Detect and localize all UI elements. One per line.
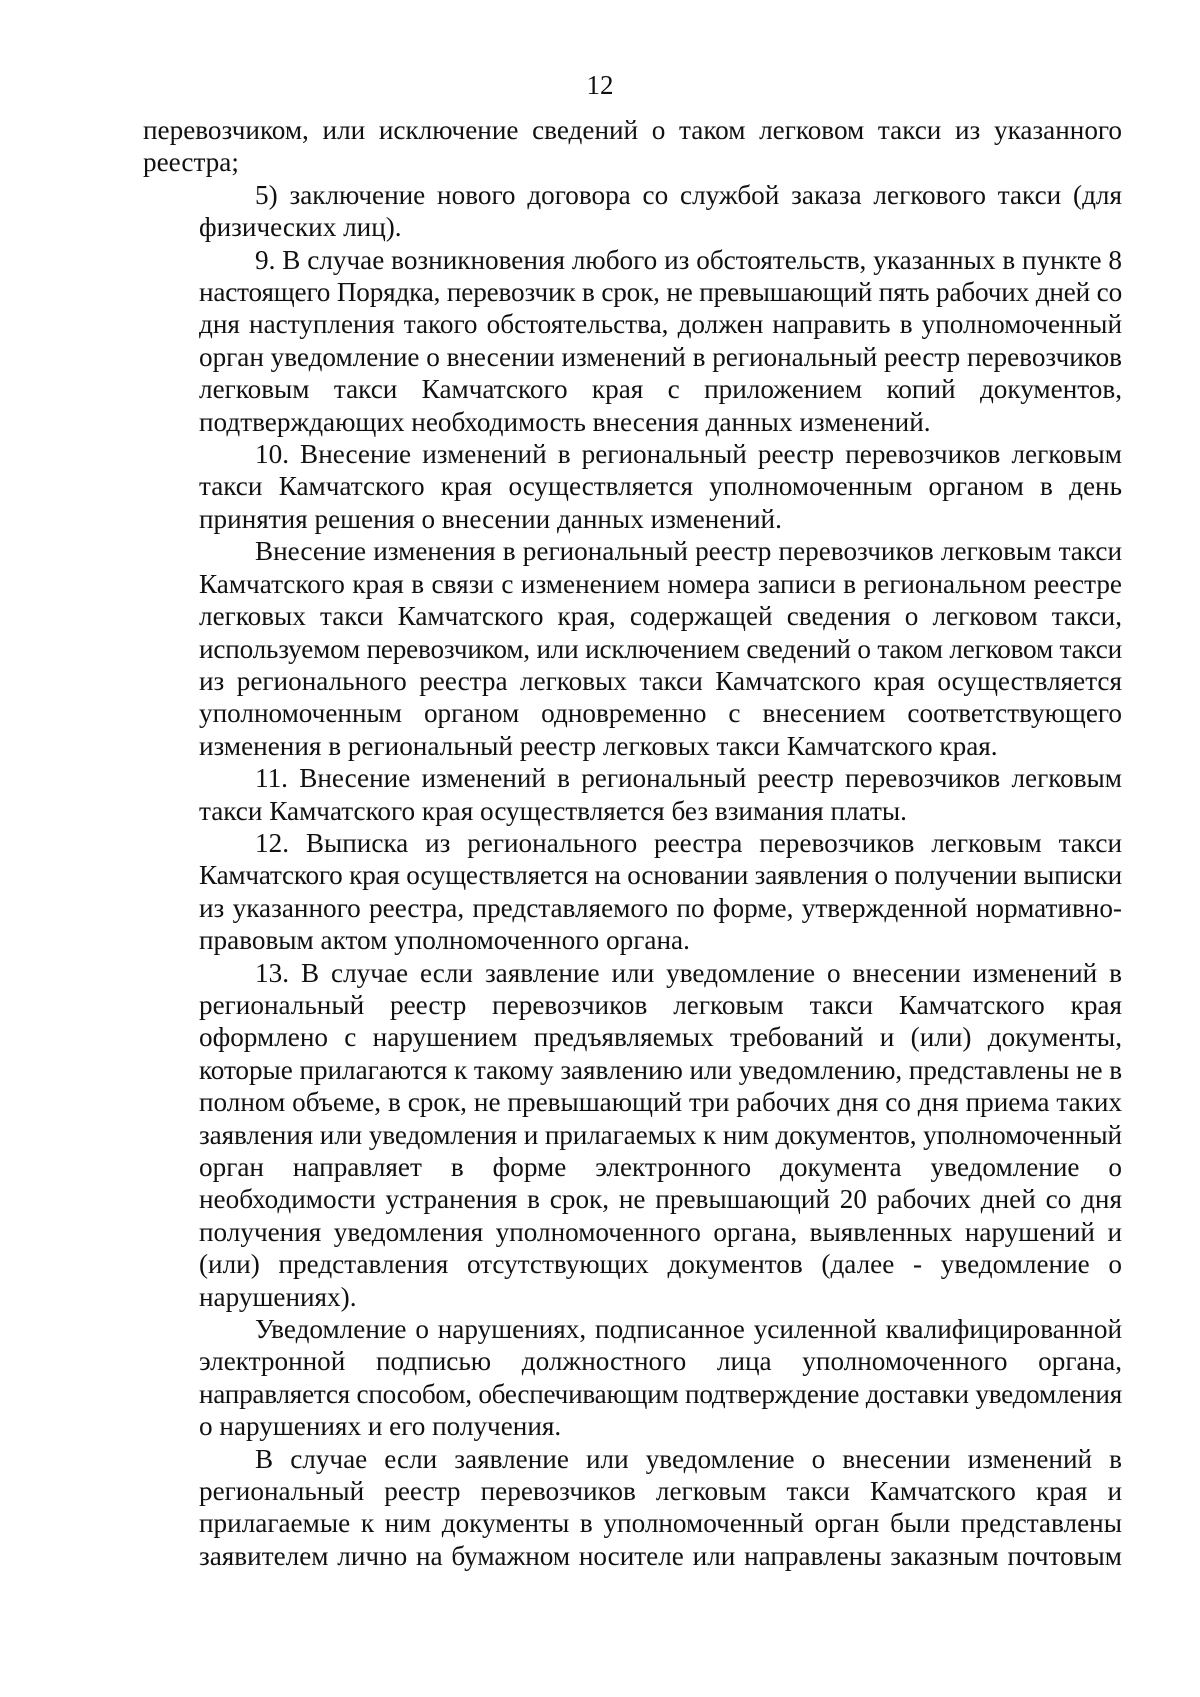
paragraph	[143, 1313, 1122, 1443]
text-line: Камчатского края осуществляется на основании заявления о получении выписки	[199, 860, 1122, 891]
text-line: которые прилагаются к такому заявлению или уведомлению, представлены не в	[199, 1054, 1122, 1085]
page-number: 12	[586, 70, 614, 100]
text-line: легковым такси Камчатского края с приложением копий документов,	[199, 374, 1122, 405]
paragraph	[143, 438, 1122, 535]
text-line: такси Камчатского края осуществляется без взимания платы.	[199, 795, 907, 826]
paragraph	[143, 535, 1122, 762]
text-line: Внесение изменения в региональный реестр перевозчиков легковым такси	[255, 536, 1122, 567]
text-line: изменения в региональный реестр легковых такси Камчатского края.	[199, 730, 998, 761]
text-line: заявителем лично на бумажном носителе или направлены заказным почтовым	[199, 1540, 1122, 1571]
document-body	[143, 114, 1122, 1572]
paragraph	[143, 179, 1122, 244]
text-line: 11. Внесение изменений в региональный реестр перевозчиков легковым	[255, 763, 1122, 794]
text-line: орган направляет в форме электронного документа уведомление о	[199, 1152, 1122, 1182]
text-line: орган уведомление о внесении изменений в региональный реестр перевозчиков	[199, 341, 1122, 372]
text-line: Камчатского края в связи с изменением номера записи в региональном реестре	[199, 568, 1122, 599]
text-line: нарушениях).	[199, 1281, 357, 1312]
text-line: реестра;	[143, 147, 239, 178]
text-line: региональный реестр перевозчиков легковым такси Камчатского края	[199, 989, 1122, 1020]
text-line: 5) заключение нового договора со службой заказа легкового такси (для	[255, 179, 1122, 210]
text-line: В случае если заявление или уведомление о внесении изменений в	[255, 1443, 1122, 1474]
text-line: необходимости устранения в срок, не превышающий 20 рабочих дней со дня	[199, 1184, 1122, 1215]
text-line: из регионального реестра легковых такси Камчатского края осуществляется	[199, 665, 1122, 696]
text-line: 10. Внесение изменений в региональный реестр перевозчиков легковым	[255, 439, 1122, 470]
text-line: прилагаемые к ним документы в уполномоченный орган были представлены	[199, 1508, 1122, 1539]
text-line: Уведомление о нарушениях, подписанное усиленной квалифицированной	[255, 1314, 1122, 1345]
text-line: (или) представления отсутствующих документов (далее - уведомление о	[199, 1249, 1122, 1280]
text-line: физических лиц).	[199, 212, 402, 243]
text-line: из указанного реестра, представляемого по форме, утвержденной нормативно-	[199, 892, 1122, 923]
text-line: 12. Выписка из регионального реестра перевозчиков легковым такси	[255, 827, 1122, 858]
text-line: направляется способом, обеспечивающим подтверждение доставки уведомления	[199, 1378, 1122, 1409]
text-line: правовым актом уполномоченного органа.	[199, 925, 690, 956]
paragraph	[143, 114, 1122, 179]
text-line: 9. В случае возникновения любого из обстоятельств, указанных в пункте 8	[255, 244, 1122, 275]
text-line: полном объеме, в срок, не превышающий три рабочих дня со дня приема таких	[199, 1087, 1122, 1118]
text-line: электронной подписью должностного лица уполномоченного органа,	[199, 1346, 1122, 1377]
text-line: такси Камчатского края осуществляется уполномоченным органом в день	[199, 471, 1122, 502]
text-line: заявления или уведомления и прилагаемых к ним документов, уполномоченный	[199, 1119, 1122, 1150]
paragraph	[143, 1443, 1122, 1573]
text-line: получения уведомления уполномоченного органа, выявленных нарушений и	[199, 1216, 1122, 1247]
text-line: 13. В случае если заявление или уведомление о внесении изменений в	[255, 957, 1122, 988]
text-line: принятия решения о внесении данных изменений.	[199, 503, 782, 534]
text-line: региональный реестр перевозчиков легковым такси Камчатского края и	[199, 1476, 1122, 1507]
paragraph	[143, 244, 1122, 438]
text-line: легковых такси Камчатского края, содержащей сведения о легковом такси,	[199, 601, 1122, 632]
text-line: о нарушениях и его получения.	[199, 1411, 562, 1442]
paragraph	[143, 827, 1122, 957]
text-line: перевозчиком, или исключение сведений о таком легковом такси из указанного	[143, 115, 1122, 145]
text-line: подтверждающих необходимость внесения данных изменений.	[199, 406, 931, 437]
text-line: дня наступления такого обстоятельства, должен направить в уполномоченный	[199, 309, 1122, 340]
text-line: используемом перевозчиком, или исключением сведений о таком легковом такси	[199, 633, 1122, 664]
paragraph	[143, 762, 1122, 827]
text-line: настоящего Порядка, перевозчик в срок, не превышающий пять рабочих дней со	[199, 277, 1122, 308]
text-line: уполномоченным органом одновременно с внесением соответствующего	[199, 698, 1122, 729]
text-line: оформлено с нарушением предъявляемых требований и (или) документы,	[199, 1022, 1122, 1053]
paragraph	[143, 957, 1122, 1313]
